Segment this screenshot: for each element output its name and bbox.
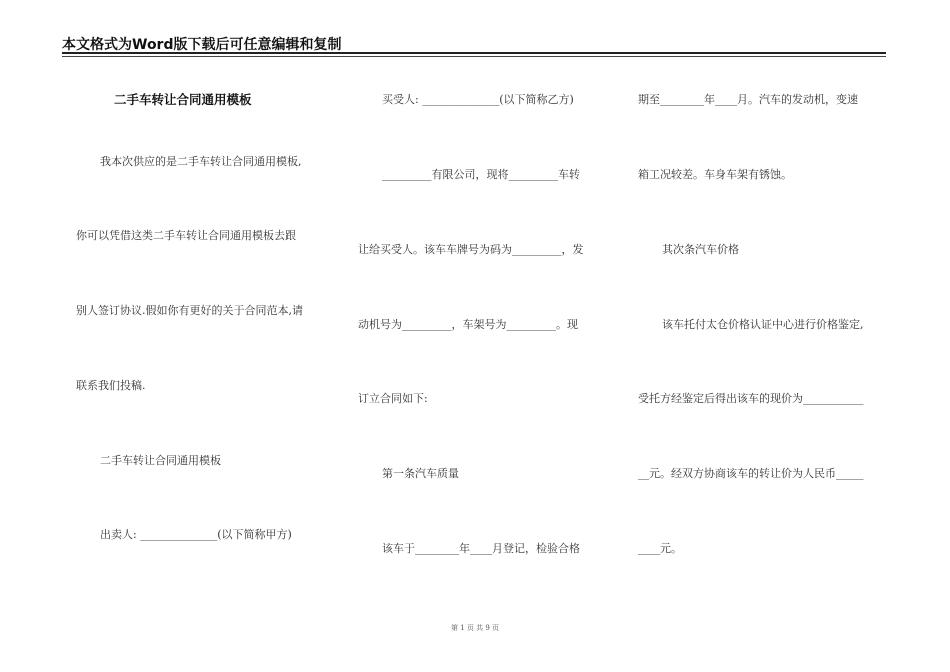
paragraph-line: 你可以凭借这类二手车转让合同通用模板去跟 xyxy=(76,229,296,242)
paragraph-line: 该车托付太仓价格认证中心进行价格鉴定, xyxy=(662,318,864,331)
page-number: 第 1 页 共 9 页 xyxy=(450,624,500,632)
paragraph-line: 联系我们投稿. xyxy=(76,379,146,392)
paragraph-line: 动机号为_________，车架号为_________。现 xyxy=(358,318,578,331)
paragraph-line: 别人签订协议.假如你有更好的关于合同范本,请 xyxy=(76,304,303,317)
paragraph-line: 我本次供应的是二手车转让合同通用模板, xyxy=(100,155,302,168)
paragraph-line: ____元。 xyxy=(638,542,682,555)
header-title: 本文格式为Word版下载后可任意编辑和复制 xyxy=(62,37,342,53)
paragraph-line: 订立合同如下: xyxy=(358,392,428,405)
paragraph-line: 让给买受人。该车车牌号为码为_________，发 xyxy=(358,243,584,256)
section-heading: 其次条汽车价格 xyxy=(662,243,739,256)
paragraph-line: __元。经双方协商该车的转让价为人民币_____ xyxy=(638,467,864,480)
seller-line: 出卖人: ______________(以下简称甲方) xyxy=(100,528,292,541)
text-column-3 xyxy=(638,0,888,620)
paragraph-line: _________有限公司，现将_________车转 xyxy=(382,168,580,181)
paragraph-line: 期至________年____月。汽车的发动机，变速 xyxy=(638,93,858,106)
text-column-1 xyxy=(76,0,346,620)
section-heading: 第一条汽车质量 xyxy=(382,467,459,480)
paragraph-line: 该车于________年____月登记，检验合格 xyxy=(382,542,580,555)
section-heading: 二手车转让合同通用模板 xyxy=(100,454,221,467)
text-column-2 xyxy=(358,0,620,620)
paragraph-line: 箱工况较差。车身车架有锈蚀。 xyxy=(638,168,792,181)
buyer-line: 买受人: ______________(以下简称乙方) xyxy=(382,93,574,106)
paragraph-line: 受托方经鉴定后得出该车的现价为___________ xyxy=(638,392,864,405)
document-title: 二手车转让合同通用模板 xyxy=(114,92,252,107)
